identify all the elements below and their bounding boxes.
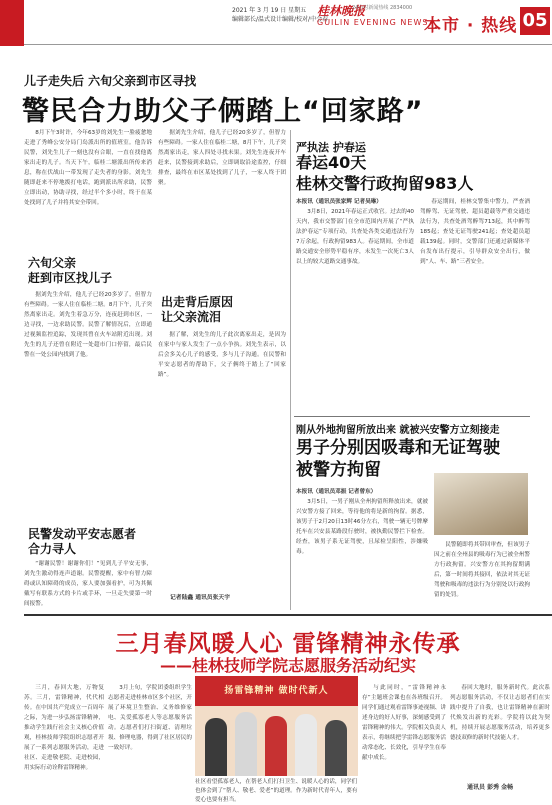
bottom-rule [24,614,552,616]
photo-caption: 社区看望孤寡老人，在帮老人们打扫卫生、说暖人心的话，同学们也体会到了“帮人、敬老、爱老”的道理。作为新时代青年人，要有爱心也要有担当。 [195,779,358,803]
person-figure [265,716,287,776]
masthead-meta [232,6,328,24]
lead-subhead-2 [28,527,152,557]
masthead-red-bar [0,0,24,46]
page-number: 05 [520,7,550,35]
date-line: 2021 年 3 月 19 日 星期五 [232,7,307,14]
lead-paragraph: “谢谢民警！谢谢你们！”见到儿子平安无事，刘先生激动得连声道谢。民警提醒，家中有智力障碍或认知障碍的成员，家人要加强看护，可为其佩戴写有联系方式的卡片或手环，一旦走失要第一时间报警。 [24,561,152,607]
mid-photo [434,473,528,535]
bottom-subhead: ——桂林技师学院志愿服务活动纪实 [159,656,416,675]
person-figure [205,718,227,776]
mid-column-1 [296,487,428,607]
lead-paragraph: 据了解，刘先生的儿子此次离家出走，是因为在家中与家人发生了一点小争执。刘先生表示，以后会多关心儿子的感受，多与儿子沟通。在民警和平安志愿者的帮助下，父子俩终于踏上了“回家路”。 [158,332,286,378]
mid-byline: 本报讯（通讯员邓振 记者曾东） [296,489,377,495]
section-title: 本市 · 热线 [424,16,518,36]
mid-headline-text: 男子分别因吸毒和无证驾驶 被警方拘留 [296,438,500,480]
side-headline [296,152,473,194]
side-kicker: 严执法 护春运 [296,141,366,154]
bottom-headline: 三月春风暖人心 雷锋精神永传承 [115,631,461,657]
bottom-paragraph: 3月上旬，学院团委组织学生志愿者走进桂林市区多个社区，开展了环境卫生整治、义务维修家电、关爱孤寡老人等志愿服务活动。志愿者们打扫街道、清理垃圾、修理电器，得到了社区居民的一致好评。 [108,685,192,751]
lead-subhead-1 [28,256,152,286]
bottom-paragraph: 三月，春回大地，万物复苏。三月，雷锋精神，代代相传。在中国共产党成立一百周年之际，为进一步弘扬雷锋精神，推动学生践行社会主义核心价值观，桂林技师学院组织志愿者开展了一系列志愿服务活动，走进社区、走进敬老院、走进校园，用实际行动诠释雷锋精神。 [24,685,104,771]
lead-paragraph: 据刘先生介绍，他儿子已经20多岁了，但智力有些障碍。一家人住在临桂二塘，8月下午，儿子突然离家出走，家人四处寻找未果。刘先生连夜开车赶来，民警接到求助后，立即调取沿途监控，仔细排查，最终在市区某处找到了儿子，一家人终于团聚。 [158,130,286,186]
editor-line: 编辑部长/温式设计编辑/校对/中会春 [232,16,329,23]
newspaper-logo-en: GUILIN EVENING NEWS [317,18,429,27]
bottom-credit: 通讯员 彭秀 金畅 [467,784,514,791]
person-figure [235,712,257,776]
hotline: 24小时新闻热线 2834000 [352,5,413,11]
side-column-2 [420,197,530,411]
newspaper-logo: 桂林晚报 [317,4,366,18]
side-byline: 本报讯（通讯员张家辉 记者吴琳） [296,199,382,205]
lead-byline: 记者陆鑫 通讯员张天宇 [170,595,230,601]
volunteer-photo [195,676,358,776]
mid-kicker: 刚从外地拘留所放出来 就被兴安警方立刻接走 [296,425,500,436]
side-column-1 [296,197,414,411]
bottom-paragraph: 与此同时，“雷锋精神永存”主题班会课也在各班级召开。同学们通过观看雷锋事迹视频、讲述身边的好人好事，深刻感受到了雷锋精神的伟大。学院相关负责人表示，将继续把学雷锋志愿服务活动常态化、长效化，引导学生在奉献中成长。 [362,685,446,761]
lead-paragraph: 8月下午3时许，今年63岁的刘先生一脸疲惫地走进了秀峰公安分局门岛派出所的值班室。他告诉民警，刘先生儿子一刻也没有合眼，一直在找他离家出走的儿子。当天下午，临桂二塘派出所传来消息，称在伏战山一带发现了走失者的身影。刘先生随即赶来不停地拨打电话，跑到派出所求助，民警立即出动，协助寻找，经过半个多小时，终于在某处找到了儿子并将其安全带回。 [24,130,152,206]
photo-banner: 扬雷锋精神 做时代新人 [195,676,358,706]
side-paragraph: 春运期间，桂林交警集中警力，严查酒驾醉驾、无证驾驶、超员超载等严重交通违法行为，共查处酒驾醉驾713起，其中醉驾185起；查处无证驾驶241起；查处超员超载139起。同时，交警部门还通过新媒体平台发布出行提示，引导群众安全出行，做到“人、车、路”三者安全。 [420,199,530,265]
lead-headline: 警民合力助父子俩踏上“回家路” [22,96,424,127]
lead-subhead-3-text: 出走背后原因 让父亲流泪 [161,295,234,324]
lead-subhead-3 [161,295,285,325]
lead-subhead-1-text: 六旬父亲 赶到市区找儿子 [28,256,113,285]
lead-kicker: 儿子走失后 六旬父亲到市区寻找 [24,74,197,88]
person-figure [325,720,347,776]
bottom-column-1 [24,683,104,793]
bottom-column-2 [108,683,192,793]
lead-column-2b [158,330,286,590]
mid-paragraph: 民警随即将其带回审查，但该男子因之前在全州县的吸毒行为已被全州警方行政拘留。兴安警方在其拘留期满后，第一时间将其接回，依法对其无证驾驶和吸毒的违法行为分别处以行政拘留的处罚。 [434,542,530,598]
masthead [0,0,552,46]
column-divider [290,130,291,610]
side-headline-text: 春运40天 桂林交警行政拘留983人 [296,153,474,193]
masthead-rule [24,44,552,45]
lead-subhead-2-text: 民警发动平安志愿者 合力寻人 [28,527,137,556]
lead-column-1b [24,290,152,520]
lead-column-1c [24,559,152,607]
bottom-paragraph: 春回大地时，服务新时代。此次系列志愿服务活动，不仅让志愿者们在实践中提升了自我，也让雷锋精神在新时代焕发出新的光彩。学院将以此为契机，持续开展志愿服务活动，培养更多德技双修的新时代技能人才。 [450,685,550,741]
side-paragraph: 3月8日，2021年春运正式收官。过去的40天内，我市交警部门在全市范围内开展了“严执法护春运”专项行动，共查处各类交通违法行为7万余起，行政拘留983人。春运期间，全市道路交通安全形势平稳有序，未发生一次死亡3人以上的较大道路交通事故。 [296,209,414,265]
lead-column-1 [24,128,152,252]
person-figure [295,714,317,776]
mid-paragraph: 3月5日，一男子刚从全州拘留所释放出来，就被兴安警方接了回来，等待他的将是新的拘留。据悉，该男子于2月20日13时46分左右，驾驶一辆无号牌摩托车在兴安县某路段行驶时，被执勤民警拦下检查。经查，该男子系无证驾驶，且尿检呈阳性，涉嫌吸毒。 [296,499,428,555]
mid-column-2 [434,540,530,607]
bottom-column-3 [362,683,446,793]
bottom-column-4 [450,683,550,779]
lead-column-2 [158,128,286,288]
section-divider [294,416,530,417]
lead-paragraph: 据刘先生介绍，他儿子已经20多岁了，但智力有些障碍。一家人住在临桂二塘。8月下午，儿子突然离家出走。刘先生着急万分，连夜赶到市区，一边寻找，一边求助民警。民警了解情况后，立即通过视频监控追踪，发现其曾在火车站附近出现。刘先生的儿子还曾在附近一处超市门口停留，最后民警在一处公园内找到了他。 [24,292,152,358]
